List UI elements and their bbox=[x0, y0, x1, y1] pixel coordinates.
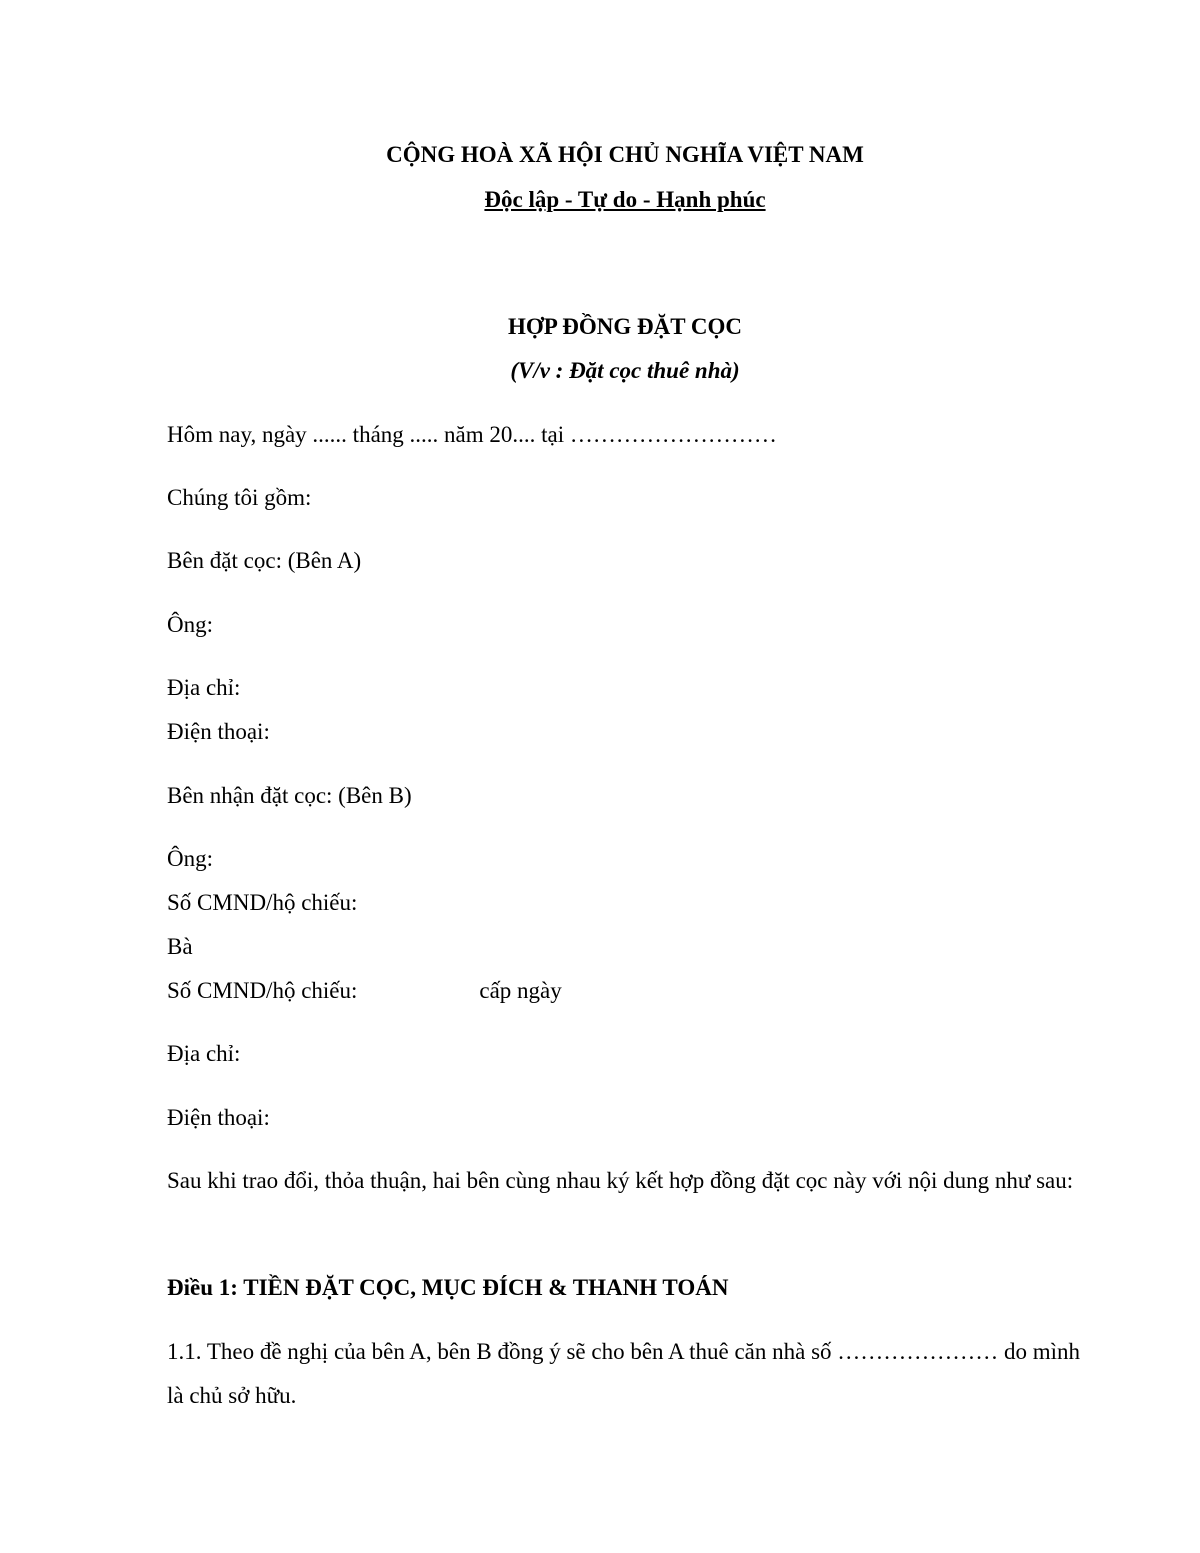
parties-intro: Chúng tôi gồm: bbox=[167, 485, 312, 510]
party-b-id-label-1: Số CMND/hộ chiếu: bbox=[167, 890, 358, 915]
party-a-address-label: Địa chỉ: bbox=[167, 675, 241, 700]
party-b-address-label: Địa chỉ: bbox=[167, 1041, 241, 1066]
national-title: CỘNG HOÀ XÃ HỘI CHỦ NGHĨA VIỆT NAM bbox=[386, 142, 864, 167]
party-b-id-row-2 bbox=[167, 977, 562, 1005]
agreement-intro: Sau khi trao đổi, thỏa thuận, hai bên cùng nhau ký kết hợp đồng đặt cọc này với nội dung như sau: bbox=[167, 1168, 1074, 1193]
party-b-heading: Bên nhận đặt cọc: (Bên B) bbox=[167, 783, 412, 808]
party-b-phone-label: Điện thoại: bbox=[167, 1105, 270, 1130]
contract-subtitle: (V/v : Đặt cọc thuê nhà) bbox=[510, 358, 740, 383]
party-b-id-label-2: Số CMND/hộ chiếu: bbox=[167, 978, 358, 1003]
party-a-heading: Bên đặt cọc: (Bên A) bbox=[167, 548, 362, 573]
article-1-clause-1-1: 1.1. Theo đề nghị của bên A, bên B đồng ý sẽ cho bên A thuê căn nhà số ………………… do mình là chủ sở hữu. bbox=[167, 1339, 1081, 1408]
contract-title: HỢP ĐỒNG ĐẶT CỌC bbox=[507, 314, 743, 339]
article-1-heading: Điều 1: TIỀN ĐẶT CỌC, MỤC ĐÍCH & THANH TOÁN bbox=[167, 1275, 729, 1300]
national-motto bbox=[0, 186, 1200, 214]
party-b-mrs-label: Bà bbox=[167, 934, 193, 959]
party-a-mr-label: Ông: bbox=[167, 612, 213, 637]
party-b-mr-label: Ông: bbox=[167, 846, 213, 871]
party-b-issued-label: cấp ngày bbox=[479, 978, 562, 1003]
party-a-phone-label: Điện thoại: bbox=[167, 719, 270, 744]
national-motto-text: Độc lập - Tự do - Hạnh phúc bbox=[484, 187, 766, 212]
date-line: Hôm nay, ngày ...... tháng ..... năm 20.... tại ……………………… bbox=[167, 422, 777, 447]
